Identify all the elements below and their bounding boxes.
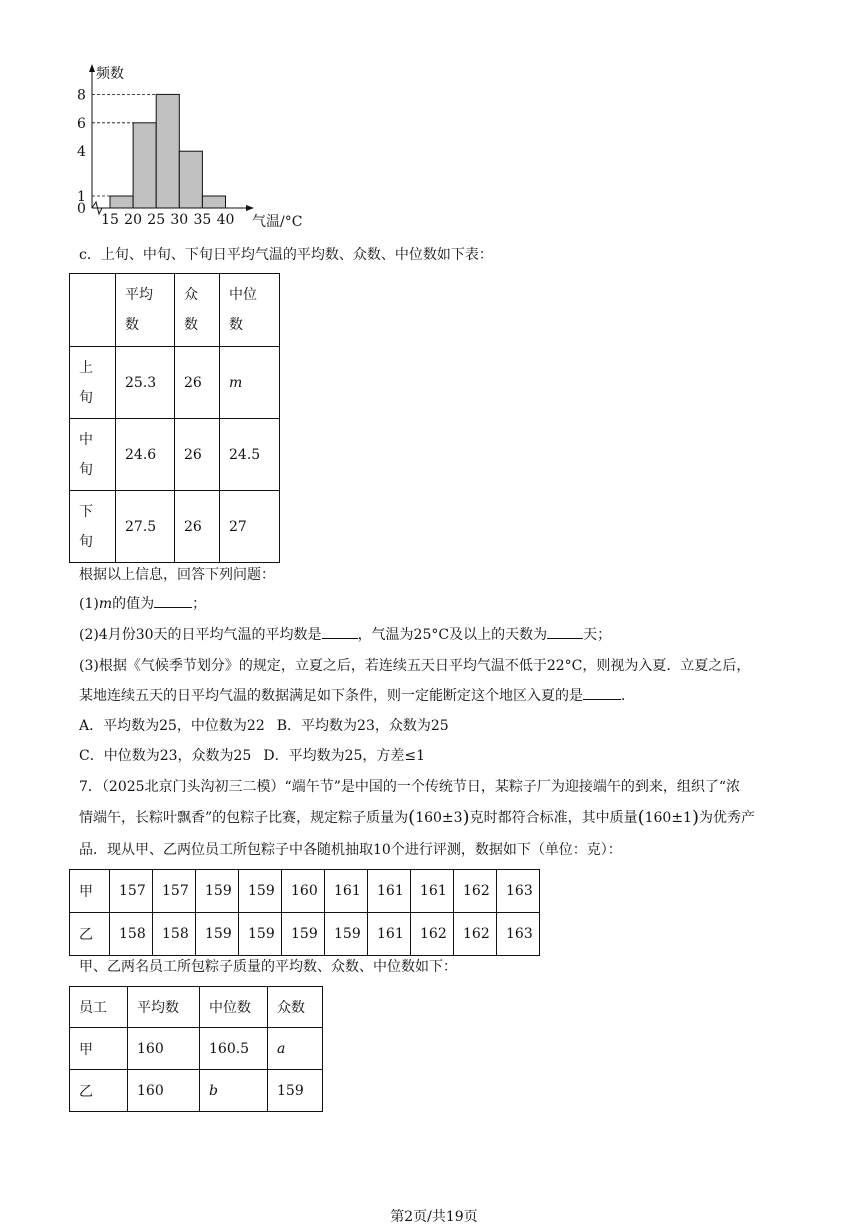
summary-header-median: 中位数 <box>200 987 268 1028</box>
q2-answer-blank-1[interactable] <box>322 638 358 639</box>
q2-answer-blank-2[interactable] <box>547 638 583 639</box>
row-label: 上旬 <box>70 347 116 419</box>
y-tick-label: 1 <box>77 189 86 205</box>
data-cell: 159 <box>239 870 282 913</box>
q2-text-b: ，气温为25°C及以上的天数为 <box>357 627 548 643</box>
option-b[interactable]: B．平均数为23，众数为25 <box>276 718 449 734</box>
x-tick-label: 40 <box>216 212 235 228</box>
p7-text-c: 为优秀产 <box>699 810 755 826</box>
option-a[interactable]: A．平均数为25，中位数为22 <box>79 718 265 734</box>
data-cell: 161 <box>325 870 368 913</box>
y-tick-label: 4 <box>77 144 86 161</box>
histogram-bar <box>110 196 133 208</box>
zongzi-mass-data-table <box>69 869 540 956</box>
cell-median: m <box>220 347 280 419</box>
temperature-histogram <box>70 58 310 236</box>
data-cell: 162 <box>454 913 497 956</box>
x-tick-label: 30 <box>170 212 189 228</box>
summary-employee: 乙 <box>70 1070 128 1112</box>
cell-mean: 24.6 <box>116 419 175 491</box>
summary-mode: a <box>268 1028 323 1070</box>
question-2 <box>79 625 611 645</box>
histogram-bar <box>156 94 179 208</box>
x-tick-labels <box>101 212 234 228</box>
data-row-name: 甲 <box>70 870 110 913</box>
q2-text-c: 天； <box>583 627 612 643</box>
cell-median: 27 <box>220 491 280 563</box>
p7-range-standard: (160±3) <box>408 807 470 828</box>
histogram-bar <box>179 151 202 208</box>
x-axis-arrow-icon <box>246 205 254 211</box>
x-tick-label: 15 <box>101 212 119 228</box>
histogram-bar <box>133 123 156 208</box>
section-c-intro: c．上旬、中旬、下旬日平均气温的平均数、众数、中位数如下表： <box>79 247 493 263</box>
question-3-line-2 <box>79 686 635 706</box>
q1-text: 的值为 <box>112 596 155 612</box>
option-c[interactable]: C．中位数为23，众数为25 <box>79 748 252 764</box>
cell-median: 24.5 <box>220 419 280 491</box>
q1-variable: m <box>98 596 113 612</box>
y-tick-label: 8 <box>77 87 86 104</box>
data-cell: 161 <box>368 870 411 913</box>
question-1 <box>79 594 206 614</box>
x-tick-label: 20 <box>124 212 143 228</box>
row-label: 中旬 <box>70 419 116 491</box>
data-cell: 162 <box>454 870 497 913</box>
data-cell: 159 <box>325 913 368 956</box>
page-footer: 第2页/共19页 <box>390 1209 478 1225</box>
summary-median: b <box>200 1070 268 1112</box>
header-mode: 众数 <box>175 274 220 347</box>
cell-mode: 26 <box>175 419 220 491</box>
cell-mean: 27.5 <box>116 491 175 563</box>
data-cell: 161 <box>368 913 411 956</box>
q1-prefix: (1) <box>79 596 99 612</box>
problem-7-line-1: 7．（2025北京门头沟初三二模）“端午节”是中国的一个传统节日，某粽子厂为迎接端午的到来，组织了“浓 <box>79 779 741 795</box>
y-tick-labels <box>77 87 86 217</box>
summary-header-mean: 平均数 <box>128 987 200 1028</box>
histogram-bars <box>110 94 226 208</box>
problem-7-line-2 <box>79 808 755 828</box>
header-blank <box>70 274 116 347</box>
q1-answer-blank[interactable] <box>154 607 192 608</box>
summary-employee: 甲 <box>70 1028 128 1070</box>
questions-lead: 根据以上信息，回答下列问题： <box>79 567 275 583</box>
data-cell: 157 <box>110 870 153 913</box>
q3-answer-blank[interactable] <box>583 699 621 700</box>
data-cell: 163 <box>497 913 540 956</box>
data-cell: 159 <box>239 913 282 956</box>
q3-end: ． <box>621 688 635 704</box>
p7-range-excellent: (160±1) <box>637 807 699 828</box>
y-axis-arrow-icon <box>89 64 95 72</box>
options-ab <box>79 716 449 736</box>
data-cell: 163 <box>497 870 540 913</box>
data-row-name: 乙 <box>70 913 110 956</box>
summary-mode: 159 <box>268 1070 323 1112</box>
cell-mode: 26 <box>175 347 220 419</box>
zongzi-summary-table <box>69 986 323 1112</box>
data-row <box>70 913 540 956</box>
row-label: 下旬 <box>70 491 116 563</box>
histogram-bar <box>202 196 225 208</box>
summary-mean: 160 <box>128 1070 200 1112</box>
summary-header-mode: 众数 <box>268 987 323 1028</box>
y-tick-label: 0 <box>77 201 86 217</box>
data-cell: 159 <box>282 913 325 956</box>
summary-header-employee: 员工 <box>70 987 128 1028</box>
data-cell: 161 <box>411 870 454 913</box>
data-cell: 159 <box>196 913 239 956</box>
option-d[interactable]: D．平均数为25，方差≤1 <box>263 748 426 764</box>
cell-mode: 26 <box>175 491 220 563</box>
y-tick-label: 6 <box>77 115 86 132</box>
data-cell: 157 <box>153 870 196 913</box>
q2-text-a: (2)4月份30天的日平均气温的平均数是 <box>79 627 322 643</box>
data-cell: 159 <box>196 870 239 913</box>
p7-text-b: 克时都符合标准，其中质量 <box>469 810 638 826</box>
q1-end: ； <box>192 596 207 612</box>
x-tick-label: 25 <box>147 212 166 228</box>
data-cell: 160 <box>282 870 325 913</box>
header-median: 中位数 <box>220 274 280 347</box>
options-cd <box>79 746 425 766</box>
q3-text: 某地连续五天的日平均气温的数据满足如下条件，则一定能断定这个地区入夏的是 <box>79 688 583 704</box>
data-cell: 158 <box>153 913 196 956</box>
summary-mean: 160 <box>128 1028 200 1070</box>
cell-mean: 25.3 <box>116 347 175 419</box>
data-cell: 162 <box>411 913 454 956</box>
temperature-stats-table <box>69 273 280 563</box>
p7-text-a: 情端午，长粽叶飘香”的包粽子比赛，规定粽子质量为 <box>79 810 409 826</box>
header-mean: 平均数 <box>116 274 175 347</box>
x-axis-title: 气温/°C <box>252 214 303 230</box>
summary-median: 160.5 <box>200 1028 268 1070</box>
x-tick-label: 35 <box>193 212 212 228</box>
data-row <box>70 870 540 913</box>
question-3-line-1: (3)根据《气候季节划分》的规定，立夏之后，若连续五天日平均气温不低于22°C，则视为入夏．立夏之后， <box>79 658 751 674</box>
problem-7-line-3: 品．现从甲、乙两位员工所包粽子中各随机抽取10个进行评测，数据如下（单位：克）： <box>79 842 622 858</box>
summary-intro: 甲、乙两名员工所包粽子质量的平均数、众数、中位数如下： <box>79 959 457 975</box>
data-cell: 158 <box>110 913 153 956</box>
y-axis-title: 频数 <box>96 66 124 82</box>
